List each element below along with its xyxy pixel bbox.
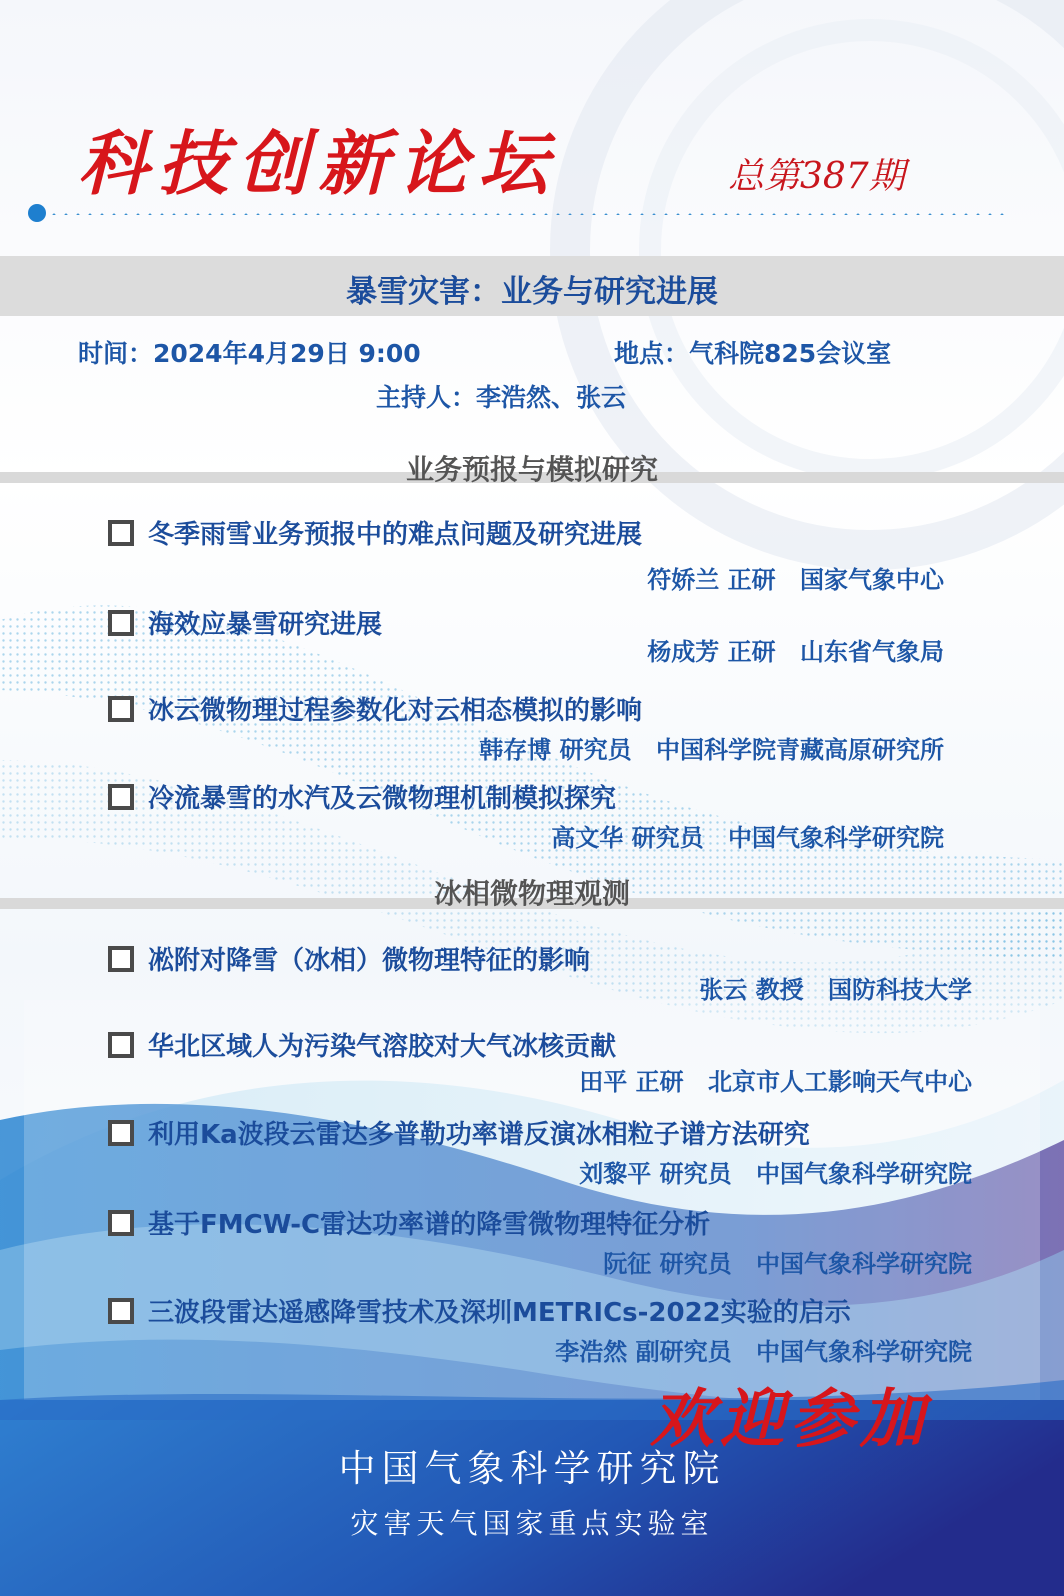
- event-time: 时间：2024年4月29日 9:00: [78, 339, 421, 368]
- talk-title: 海效应暴雪研究进展: [148, 610, 383, 640]
- speaker-rank: 正研: [635, 1068, 684, 1096]
- talk-title: 冬季雨雪业务预报中的难点问题及研究进展: [148, 520, 643, 550]
- speaker-name: 田平: [579, 1068, 628, 1096]
- talk-speaker-line: [479, 730, 944, 765]
- talk-speaker-line: [699, 970, 972, 1005]
- talk-title: 基于FMCW-C雷达功率谱的降雪微物理特征分析: [148, 1210, 711, 1240]
- speaker-org: 北京市人工影响天气中心: [708, 1068, 972, 1096]
- speaker-rank: 研究员: [659, 1250, 732, 1278]
- speaker-rank: 副研究员: [635, 1338, 732, 1366]
- speaker-org: 山东省气象局: [800, 638, 944, 666]
- talk-title: 三波段雷达遥感降雪技术及深圳METRICs-2022实验的启示: [148, 1298, 851, 1328]
- speaker-org: 中国气象科学研究院: [728, 824, 944, 852]
- section-title: 冰相微物理观测: [433, 877, 630, 910]
- organizer-primary: 中国气象科学研究院: [338, 1447, 726, 1490]
- speaker-rank: 研究员: [559, 736, 632, 764]
- checkbox-icon: [108, 784, 134, 810]
- checkbox-icon: [108, 946, 134, 972]
- speaker-rank: 教授: [755, 976, 804, 1004]
- talk-speaker-line: [555, 1332, 972, 1367]
- speaker-name: 阮征: [603, 1250, 652, 1278]
- talk-item: [108, 940, 590, 977]
- speaker-org: 中国科学院青藏高原研究所: [656, 736, 944, 764]
- forum-title: 科技创新论坛: [78, 122, 558, 205]
- issue-number: 总第387期: [728, 156, 905, 197]
- talk-item: [108, 778, 616, 815]
- talk-item: [108, 514, 642, 551]
- speaker-name: 杨成芳: [647, 638, 720, 666]
- speaker-name: 高文华: [551, 824, 624, 852]
- talk-speaker-line: [647, 632, 944, 667]
- talk-title: 冰云微物理过程参数化对云相态模拟的影响: [148, 696, 643, 726]
- checkbox-icon: [108, 1032, 134, 1058]
- talk-speaker-line: [579, 1154, 972, 1189]
- speaker-name: 符娇兰: [647, 566, 720, 594]
- talk-item: [108, 1026, 616, 1063]
- talk-item: [108, 1292, 851, 1329]
- speaker-rank: 正研: [727, 566, 776, 594]
- talk-title: 华北区域人为污染气溶胶对大气冰核贡献: [148, 1032, 617, 1062]
- talk-item: [108, 690, 642, 727]
- talk-title: 凇附对降雪（冰相）微物理特征的影响: [148, 946, 591, 976]
- dotted-divider: [48, 213, 1008, 215]
- dot-bullet-icon: [28, 204, 46, 222]
- section-title: 业务预报与模拟研究: [405, 453, 658, 486]
- talk-speaker-line: [647, 560, 944, 595]
- talk-item: [108, 1114, 810, 1151]
- speaker-org: 国家气象中心: [800, 566, 944, 594]
- speaker-rank: 正研: [727, 638, 776, 666]
- organizer-secondary: 灾害天气国家重点实验室: [350, 1507, 714, 1540]
- speaker-org: 中国气象科学研究院: [756, 1250, 972, 1278]
- speaker-rank: 研究员: [631, 824, 704, 852]
- talk-speaker-line: [579, 1062, 972, 1097]
- talk-item: [108, 604, 382, 641]
- event-place: 地点：气科院825会议室: [614, 339, 892, 368]
- talk-speaker-line: [551, 818, 944, 853]
- speaker-org: 国防科技大学: [828, 976, 972, 1004]
- speaker-rank: 研究员: [659, 1160, 732, 1188]
- talk-speaker-line: [603, 1244, 972, 1279]
- welcome-text: 欢迎参加: [650, 1382, 930, 1457]
- checkbox-icon: [108, 1298, 134, 1324]
- speaker-name: 李浩然: [555, 1338, 628, 1366]
- speaker-org: 中国气象科学研究院: [756, 1338, 972, 1366]
- speaker-name: 刘黎平: [579, 1160, 652, 1188]
- event-hosts: 主持人：李浩然、张云: [376, 383, 627, 412]
- speaker-name: 张云: [699, 976, 748, 1004]
- checkbox-icon: [108, 520, 134, 546]
- checkbox-icon: [108, 1210, 134, 1236]
- topic-title: 暴雪灾害：业务与研究进展: [346, 274, 718, 310]
- checkbox-icon: [108, 610, 134, 636]
- speaker-name: 韩存博: [479, 736, 552, 764]
- checkbox-icon: [108, 1120, 134, 1146]
- talk-title: 利用Ka波段云雷达多普勒功率谱反演冰相粒子谱方法研究: [148, 1120, 810, 1150]
- talk-title: 冷流暴雪的水汽及云微物理机制模拟探究: [148, 784, 617, 814]
- speaker-org: 中国气象科学研究院: [756, 1160, 972, 1188]
- talk-item: [108, 1204, 710, 1241]
- checkbox-icon: [108, 696, 134, 722]
